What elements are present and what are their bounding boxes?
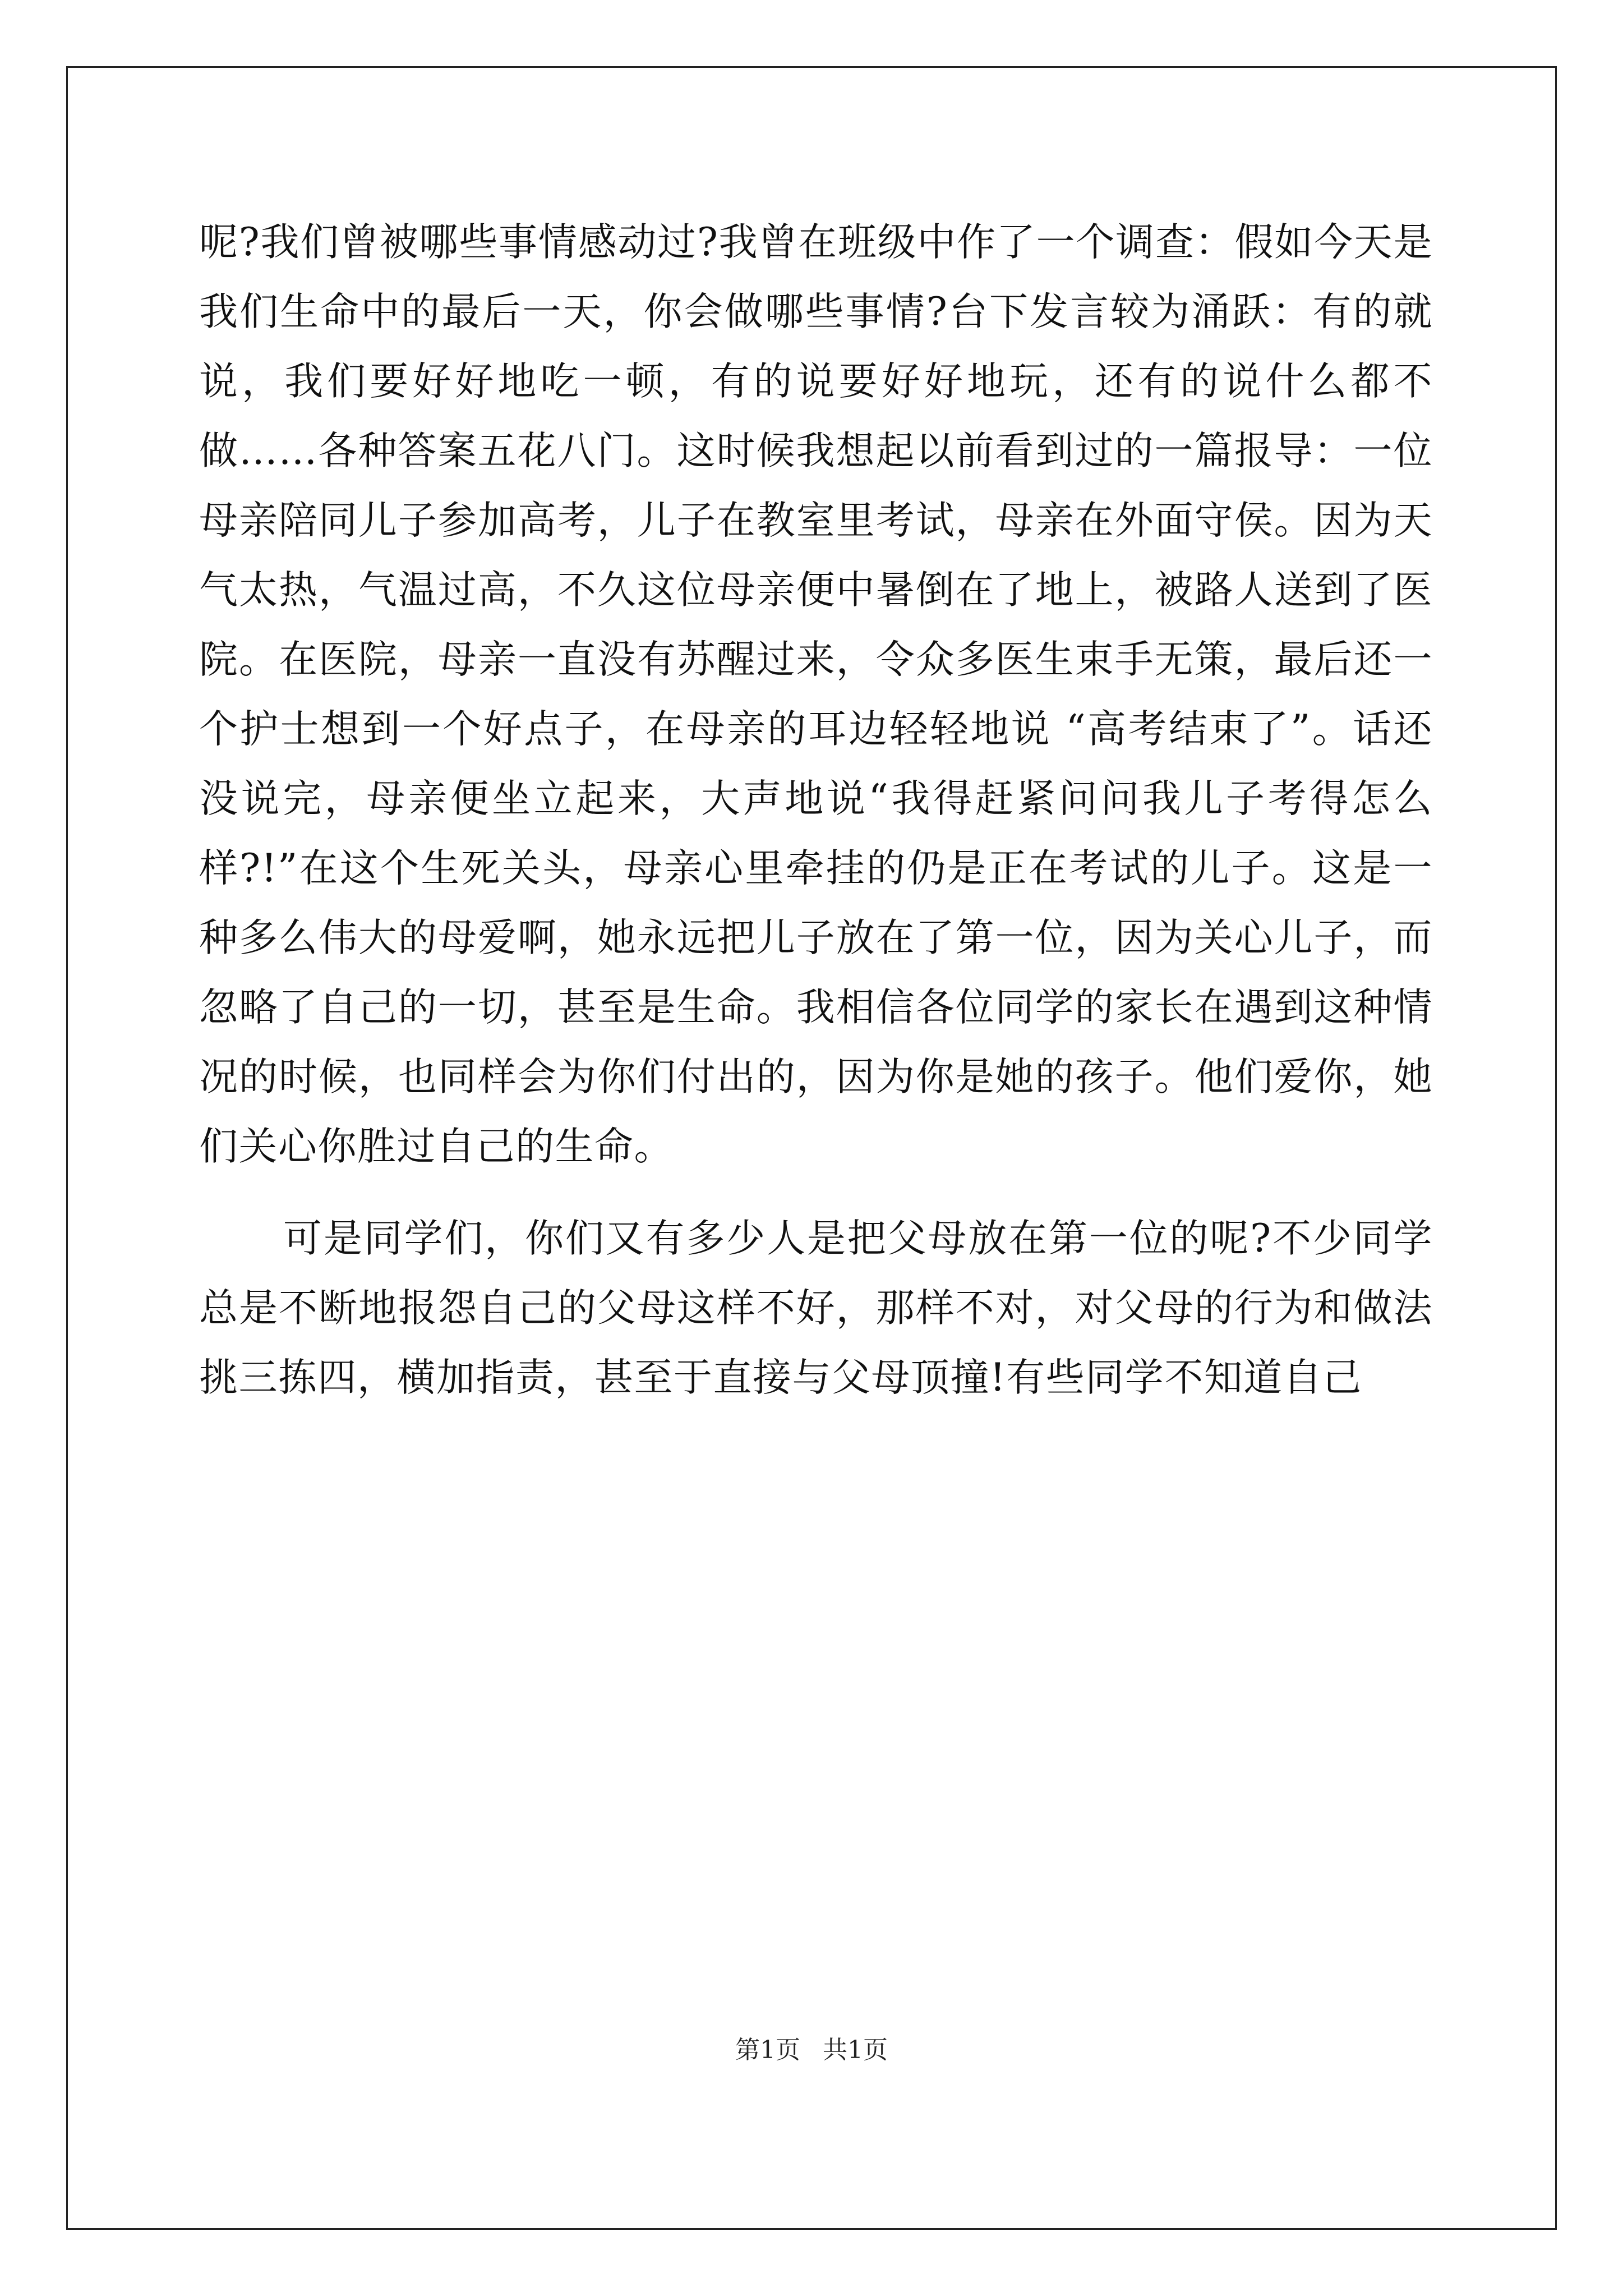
page-number: 第1页 — [735, 2036, 800, 2064]
page-footer — [0, 2033, 1623, 2067]
paragraph-2: 可是同学们，你们又有多少人是把父母放在第一位的呢?不少同学总是不断地报怨自己的父母这样不好，那样不对，对父母的行为和做法挑三拣四，横加指责，甚至于直接与父母顶撞!有些同学不知道自己 — [199, 1216, 1433, 1400]
document-body — [199, 208, 1433, 1412]
page-total: 共1页 — [823, 2036, 888, 2064]
paragraph-1: 呢?我们曾被哪些事情感动过?我曾在班级中作了一个调查：假如今天是我们生命中的最后一天，你会做哪些事情?台下发言较为涌跃：有的就说，我们要好好地吃一顿，有的说要好好地玩，还有的说什么都不做……各种答案五花八门。这时候我想起以前看到过的一篇报导：一位母亲陪同儿子参加高考，儿子在教室里考试，母亲在外面守侯。因为天气太热，气温过高，不久这位母亲便中暑倒在了地上，被路人送到了医院。在医院，母亲一直没有苏醒过来，令众多医生束手无策，最后还一个护士想到一个好点子，在母亲的耳边轻轻地说 “高考结束了”。话还没说完，母亲便坐立起来，大声地说“我得赶紧问问我儿子考得怎么样?!”在这个生死关头，母亲心里牵挂的仍是正在考试的儿子。这是一种多么伟大的母爱啊，她永远把儿子放在了第一位，因为关心儿子，而忽略了自己的一切，甚至是生命。我相信各位同学的家长在遇到这种情况的时候，也同样会为你们付出的，因为你是她的孩子。他们爱你，她们关心你胜过自己的生命。 — [199, 220, 1433, 1169]
